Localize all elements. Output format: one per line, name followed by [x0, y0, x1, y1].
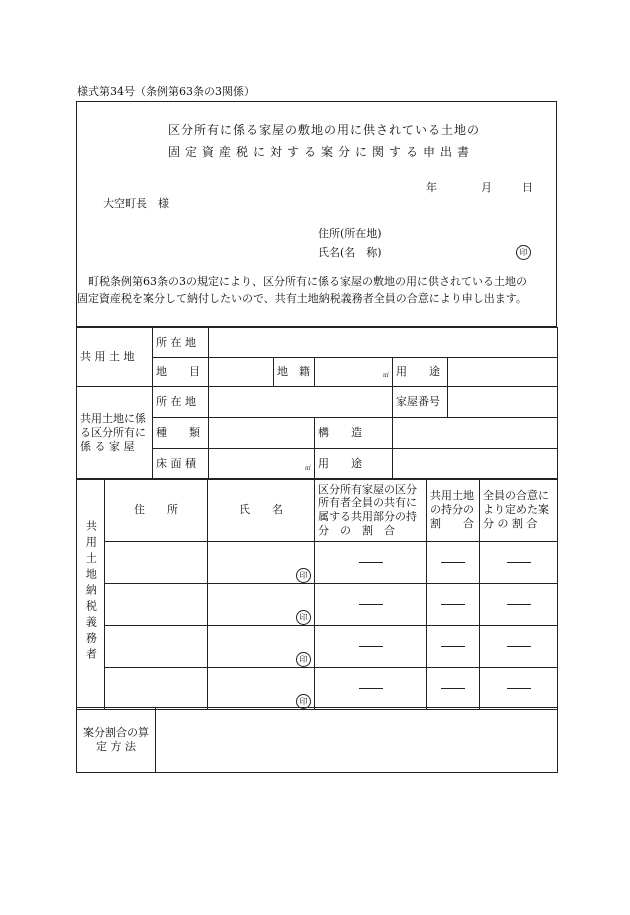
method-table: [76, 707, 558, 773]
date-day: 日: [522, 181, 533, 194]
seal-icon: 印: [296, 610, 311, 625]
taxpayer-address-1[interactable]: [105, 542, 208, 584]
land-location-field[interactable]: [209, 328, 558, 358]
applicant-seal-icon: 印: [516, 245, 531, 260]
title-line-2: 固定資産税に対する案分に関する申出書: [168, 145, 475, 159]
taxpayer-name-1[interactable]: [208, 542, 315, 584]
building-structure-label: 構 造: [315, 418, 393, 449]
share-2[interactable]: [315, 584, 427, 626]
agreed-2[interactable]: [480, 584, 558, 626]
house-number-field[interactable]: [448, 387, 558, 418]
land-share-4[interactable]: [427, 668, 480, 710]
seal-icon: 印: [296, 652, 311, 667]
share-3[interactable]: [315, 626, 427, 668]
taxpayer-name-4[interactable]: [208, 668, 315, 710]
building-kind-label: 種 類: [153, 418, 209, 449]
floor-area-unit: ㎡: [304, 465, 311, 473]
method-field[interactable]: [156, 708, 558, 773]
land-area-field[interactable]: [315, 358, 393, 387]
land-share-1[interactable]: [427, 542, 480, 584]
taxpayer-name-2[interactable]: [208, 584, 315, 626]
col-address: 住 所: [105, 479, 208, 542]
agreed-4[interactable]: [480, 668, 558, 710]
house-number-label: 家屋番号: [393, 387, 448, 418]
land-share-3[interactable]: [427, 626, 480, 668]
col-name: 氏 名: [208, 479, 315, 542]
statement-line-1: 町税条例第63条の3の規定により、区分所有に係る家屋の敷地の用に供されている土地の: [88, 275, 527, 288]
land-header: 共 用 土 地: [77, 328, 153, 387]
building-location-label: 所 在 地: [153, 387, 209, 418]
share-1[interactable]: [315, 542, 427, 584]
land-share-2[interactable]: [427, 584, 480, 626]
taxpayer-address-2[interactable]: [105, 584, 208, 626]
date-month: 月: [481, 181, 492, 194]
date-year: 年: [426, 181, 437, 194]
building-header: 共用土地に係る区分所有に係 る 家 屋: [77, 387, 153, 480]
seal-icon: 印: [296, 694, 311, 709]
name-label: 氏名(名 称): [318, 246, 382, 259]
land-area-label: 地 籍: [274, 358, 315, 387]
land-category-label: 地 目: [153, 358, 209, 387]
taxpayer-address-3[interactable]: [105, 626, 208, 668]
land-use-field[interactable]: [448, 358, 558, 387]
statement-line-2: 固定資産税を案分して納付したいので、共有土地納税義務者全員の合意により申し出ます。: [77, 292, 527, 305]
col-land-share: 共用土地の持分の割 合: [427, 479, 480, 542]
taxpayer-table: [76, 478, 558, 710]
land-use-label: 用 途: [393, 358, 448, 387]
building-location-field[interactable]: [209, 387, 393, 418]
agreed-1[interactable]: [480, 542, 558, 584]
addressee: 大空町長 様: [103, 197, 169, 210]
building-kind-field[interactable]: [209, 418, 315, 449]
land-location-label: 所 在 地: [153, 328, 209, 358]
col-share: 区分所有家屋の区分所有者全員の共有に属する共用部分の持分 の 割 合: [315, 479, 427, 542]
floor-area-field[interactable]: [209, 449, 315, 480]
taxpayer-name-3[interactable]: [208, 626, 315, 668]
title-line-1: 区分所有に係る家屋の敷地の用に供されている土地の: [168, 123, 481, 137]
seal-icon: 印: [296, 568, 311, 583]
property-table: [76, 327, 558, 480]
building-use-field[interactable]: [393, 449, 558, 480]
land-category-field[interactable]: [209, 358, 274, 387]
building-use-label: 用 途: [315, 449, 393, 480]
method-label: 案分割合の算 定 方 法: [77, 708, 156, 773]
col-agreed: 全員の合意により定めた案分 の 割 合: [480, 479, 558, 542]
taxpayer-address-4[interactable]: [105, 668, 208, 710]
floor-area-label: 床 面 積: [153, 449, 209, 480]
share-4[interactable]: [315, 668, 427, 710]
form-caption: 様式第34号（条例第63条の3関係）: [77, 85, 255, 98]
taxpayers-header: 共用土地納税義務者: [77, 479, 105, 710]
address-label: 住所(所在地): [318, 227, 382, 240]
area-unit: ㎡: [382, 372, 389, 380]
building-structure-field[interactable]: [393, 418, 558, 449]
agreed-3[interactable]: [480, 626, 558, 668]
